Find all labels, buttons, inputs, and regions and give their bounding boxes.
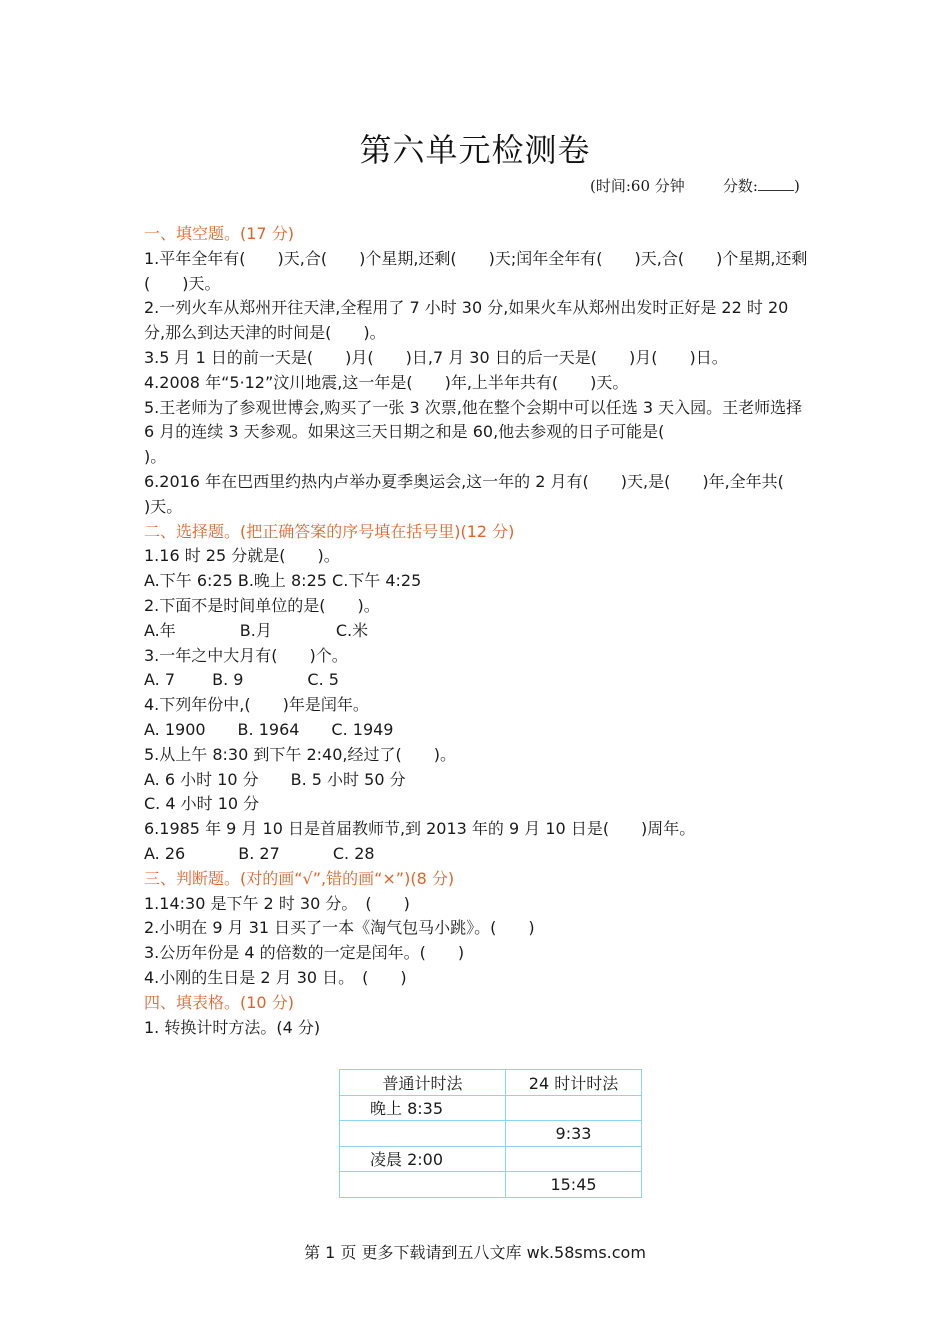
question-line: A. 1900 B. 1964 C. 1949 bbox=[144, 719, 394, 739]
question-line: A.年 B.月 C.米 bbox=[144, 620, 369, 640]
section-heading: 三、判断题。(对的画“√”,错的画“×”)(8 分) bbox=[144, 868, 455, 888]
section-heading: 二、选择题。(把正确答案的序号填在括号里)(12 分) bbox=[144, 521, 515, 541]
table-cell[interactable] bbox=[506, 1095, 642, 1121]
question-line: 2.下面不是时间单位的是( )。 bbox=[144, 595, 380, 615]
question-line: 5.从上午 8:30 到下午 2:40,经过了( )。 bbox=[144, 744, 456, 764]
question-line: 5.王老师为了参观世博会,购买了一张 3 次票,他在整个会期中可以任选 3 天入园。王老师选择 6 月的连续 3 天参观。如果这三天日期之和是 60,他去参观的日子可能是( )。 bbox=[144, 397, 803, 467]
question-line: 2.一列火车从郑州开往天津,全程用了 7 小时 30 分,如果火车从郑州出发时正好是 22 时 20 分,那么到达天津的时间是( )。 bbox=[144, 298, 794, 343]
question-content bbox=[144, 222, 808, 1040]
page-footer: 第 1 页 更多下载请到五八文库 wk.58sms.com bbox=[304, 1243, 646, 1262]
table-header-cell: 普通计时法 bbox=[340, 1070, 506, 1096]
table-header-row bbox=[340, 1070, 642, 1096]
question-line: 1. 转换计时方法。(4 分) bbox=[144, 1017, 321, 1037]
table-cell[interactable] bbox=[340, 1121, 506, 1147]
question-line: A. 7 B. 9 C. 5 bbox=[144, 670, 339, 690]
table-cell[interactable] bbox=[506, 1146, 642, 1172]
section-heading: 四、填表格。(10 分) bbox=[144, 992, 294, 1012]
meta-close: ) bbox=[793, 177, 800, 195]
table-row bbox=[340, 1172, 642, 1198]
question-line: 4.下列年份中,( )年是闰年。 bbox=[144, 695, 369, 715]
time-label: (时间:60 分钟 bbox=[590, 177, 685, 195]
question-line: 1.16 时 25 分就是( )。 bbox=[144, 546, 340, 566]
table-cell[interactable] bbox=[340, 1172, 506, 1198]
question-line: A. 6 小时 10 分 B. 5 小时 50 分 bbox=[144, 769, 406, 789]
table-cell[interactable]: 凌晨 2:00 bbox=[340, 1146, 506, 1172]
score-blank bbox=[758, 176, 794, 191]
table-row bbox=[340, 1095, 642, 1121]
table-header-cell: 24 时计时法 bbox=[506, 1070, 642, 1096]
question-line: 3.公历年份是 4 的倍数的一定是闰年。( ) bbox=[144, 943, 465, 963]
question-line: 4.小刚的生日是 2 月 30 日。 ( ) bbox=[144, 967, 407, 987]
table-cell[interactable]: 15:45 bbox=[506, 1172, 642, 1198]
table-cell[interactable]: 9:33 bbox=[506, 1121, 642, 1147]
question-line: 6.2016 年在巴西里约热内卢举办夏季奥运会,这一年的 2 月有( )天,是( )年,全年共( )天。 bbox=[144, 471, 784, 516]
table-cell[interactable]: 晚上 8:35 bbox=[340, 1095, 506, 1121]
question-line: 6.1985 年 9 月 10 日是首届教师节,到 2013 年的 9 月 10 日是( )周年。 bbox=[144, 819, 696, 839]
question-line: 3.一年之中大月有( )个。 bbox=[144, 645, 348, 665]
question-line: C. 4 小时 10 分 bbox=[144, 794, 260, 814]
table-row bbox=[340, 1121, 642, 1147]
question-line: 2.小明在 9 月 31 日买了一本《淘气包马小跳》。( ) bbox=[144, 918, 535, 938]
question-line: A. 26 B. 27 C. 28 bbox=[144, 843, 375, 863]
score-label: 分数: bbox=[722, 177, 758, 195]
question-line: 1.14:30 是下午 2 时 30 分。 ( ) bbox=[144, 893, 410, 913]
section-heading: 一、填空题。(17 分) bbox=[144, 224, 294, 243]
question-line: 1.平年全年有( )天,合( )个星期,还剩( )天;闰年全年有( )天,合( )个星期,还剩( )天。 bbox=[144, 248, 808, 293]
question-line: A.下午 6:25 B.晚上 8:25 C.下午 4:25 bbox=[144, 571, 422, 591]
time-conversion-table bbox=[339, 1069, 642, 1198]
page-title: 第六单元检测卷 bbox=[359, 131, 591, 169]
table-row bbox=[340, 1146, 642, 1172]
question-line: 3.5 月 1 日的前一天是( )月( )日,7 月 30 日的后一天是( )月( )日。 bbox=[144, 347, 728, 367]
exam-meta bbox=[590, 175, 800, 197]
question-line: 4.2008 年“5·12”汶川地震,这一年是( )年,上半年共有( )天。 bbox=[144, 372, 629, 392]
